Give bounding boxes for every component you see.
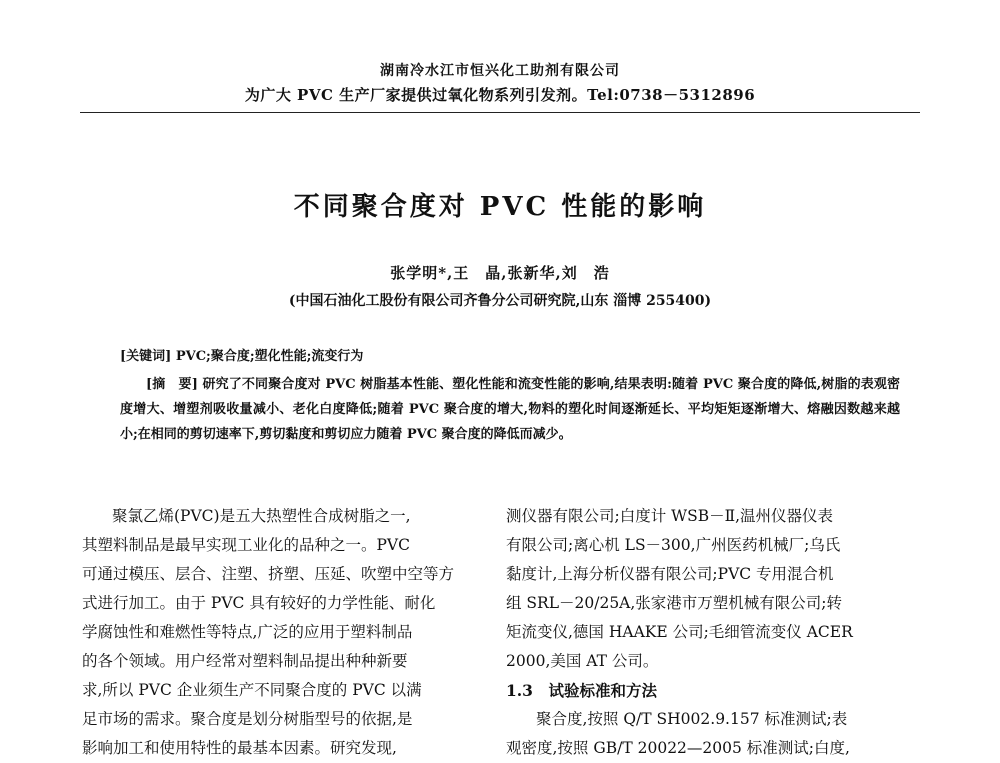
body-line: 2000,美国 AT 公司。	[506, 652, 659, 670]
body-line: 其塑料制品是最早实现工业化的品种之一。PVC	[82, 536, 410, 554]
body-line: 学腐蚀性和难燃性等特点,广泛的应用于塑料制品	[82, 623, 413, 641]
body-line: 黏度计,上海分析仪器有限公司;PVC 专用混合机	[506, 565, 834, 583]
body-line: 式进行加工。由于 PVC 具有较好的力学性能、耐化	[82, 594, 436, 612]
body-line: 可通过模压、层合、注塑、挤塑、压延、吹塑中空等方	[82, 565, 455, 583]
body-line: 组 SRL－20/25A,张家港市万塑机械有限公司;转	[506, 594, 843, 612]
body-line: 足市场的需求。聚合度是划分树脂型号的依据,是	[82, 710, 413, 728]
abstract: [摘 要] 研究了不同聚合度对 PVC 树脂基本性能、塑化性能和流变性能的影响,结果表明:随着 PVC 聚合度的降低,树脂的表观密度增大、增塑剂吸收量减小、老化白度降低;随着 PVC 聚合度的增大,物料的塑化时间逐渐延长、平均矩矩逐渐增大、熔融因数越来越小;在相同的剪切速率下,剪切黏度和剪切应力随着 PVC 聚合度的降低而减少。	[120, 377, 900, 442]
article-affiliation: (中国石油化工股份有限公司齐鲁分公司研究院,山东 淄博 255400)	[288, 293, 712, 309]
body-line: 聚合度,按照 Q/T SH002.9.157 标准测试;表	[536, 710, 848, 728]
body-line: 观密度,按照 GB/T 20022—2005 标准测试;白度,	[506, 739, 850, 757]
section-heading: 1.3 试验标准和方法	[506, 681, 657, 700]
article-title: 不同聚合度对 PVC 性能的影响	[293, 192, 707, 222]
body-line: 有限公司;离心机 LS－300,广州医药机械厂;乌氏	[506, 536, 841, 554]
header-divider	[80, 112, 920, 113]
running-head-advert: 为广大 PVC 生产厂家提供过氧化物系列引发剂。Tel:0738－5312896	[244, 86, 756, 104]
body-line: 的各个领域。用户经常对塑料制品提出种种新要	[82, 652, 408, 670]
body-line: 求,所以 PVC 企业须生产不同聚合度的 PVC 以满	[82, 681, 422, 699]
body-column-right	[506, 502, 906, 763]
keywords: [关键词] PVC;聚合度;塑化性能;流变行为	[120, 349, 364, 364]
body-line: 矩流变仪,德国 HAAKE 公司;毛细管流变仪 ACER	[506, 623, 853, 641]
body-line: 测仪器有限公司;白度计 WSB－Ⅱ,温州仪器仪表	[506, 507, 834, 525]
running-head-company: 湖南冷水江市恒兴化工助剂有限公司	[380, 63, 620, 79]
body-line: 聚氯乙烯(PVC)是五大热塑性合成树脂之一,	[112, 507, 411, 525]
article-authors: 张学明*,王 晶,张新华,刘 浩	[390, 264, 610, 282]
body-column-left	[82, 502, 474, 763]
body-line: 影响加工和使用特性的最基本因素。研究发现,	[82, 739, 397, 757]
